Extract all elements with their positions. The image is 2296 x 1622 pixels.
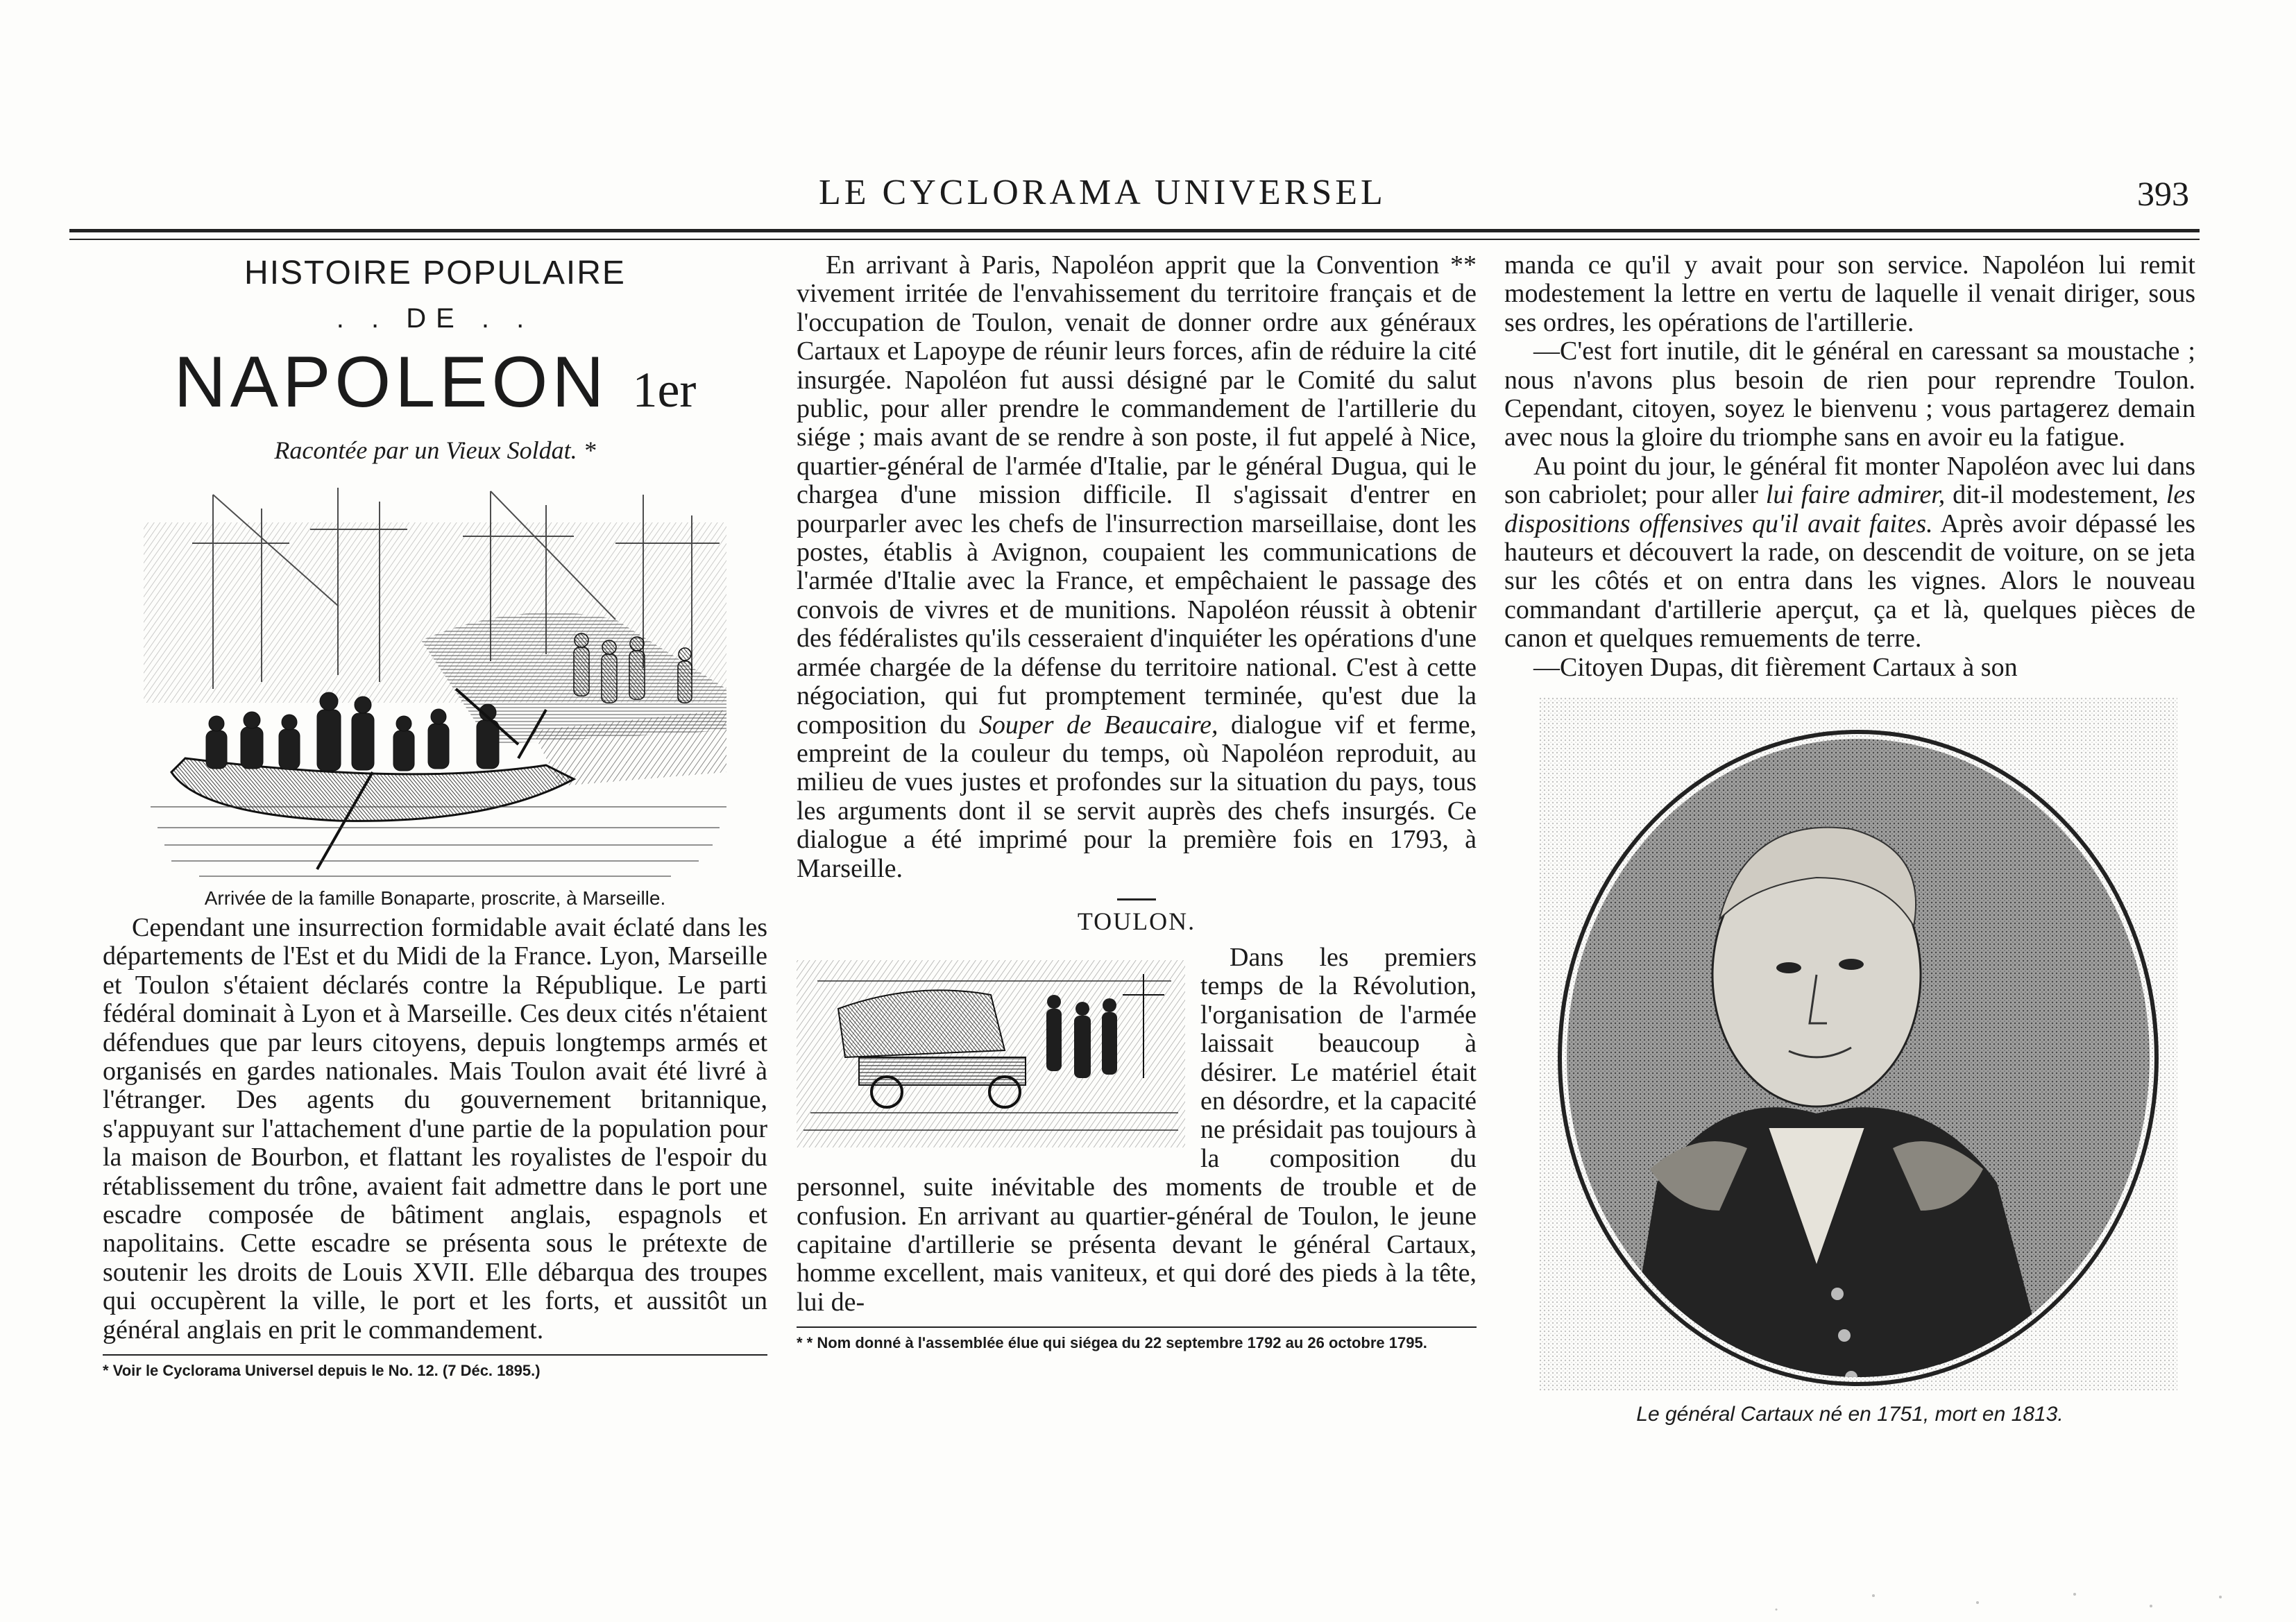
col2-footnote-rule xyxy=(797,1326,1477,1328)
col3-paragraph-2: —C'est fort inutile, dit le général en caressant sa moustache ; nous n'avons plus besoin de rien pour reprendre Toulon. Cependant, citoyen, soyez le bienvenu ; vous partagerez demain avec nous la gloire du triomphe sans en avoir eu la fatigue. xyxy=(1504,336,2195,452)
page-number: 393 xyxy=(2137,174,2189,213)
title-histoire: HISTOIRE POPULAIRE xyxy=(244,255,626,291)
col3-paragraph-4: —Citoyen Dupas, dit fièrement Cartaux à son xyxy=(1533,652,2018,682)
col2-paragraph-2: Dans les premiers temps de la Révolution, l'organisation de l'armée laissait beaucoup à désirer. Le matériel était en désordre, et la capacité ne présidait pas toujours à la composition du personnel, suite inévitable des moments de trouble et de confusion. En arrivant au quartier-général de Toulon, le jeune capitaine d'artillerie se présenta devant le général Cartaux, homme excellent, mais vaniteux, et qui doré des pieds à la tête, lui de- xyxy=(797,942,1477,1317)
col1-footnote: * Voir le Cyclorama Universel depuis le No. 12. (7 Déc. 1895.) xyxy=(103,1362,541,1380)
portrait-caption: Le général Cartaux né en 1751, mort en 1813. xyxy=(1636,1402,2064,1426)
column-3 xyxy=(1504,251,2195,1427)
title-napoleon-name: NAPOLEON xyxy=(173,342,609,422)
col2-paragraph-1-text: En arrivant à Paris, Napoléon apprit que la Convention ** vivement irritée de l'envahissement du territoire français et de l'occupation de Toulon, venait de donner ordre aux généraux Cartaux et Lapoype de réunir leurs forces, afin de réduire la cité insurgée. Napoléon fut aussi désigné par le Comité du salut public, pour aller prendre le commandement de l'artillerie du siége ; mais avant de se rendre à son poste, il fut appelé à Nice, quartier-général de l'armée d'Italie, par le général Dugua, qui le chargea d'une mission difficile. Il s'agissait d'entrer en pourparler avec les chefs de l'insurrection marseillaise, dont les postes, établis à Avignon, coupaient les communications de l'armée d'Italie avec la France, et empêchaient le passage des convois de vivres et de munitions. Napoléon réussit à obtenir des fédéralistes qu'ils cesseraient d'inquiéter les opérations d'une armée chargée de la défense du territoire national. C'est à cette négociation, qui fut promptement terminée, qu'est due la composition du xyxy=(797,250,1477,740)
col2-paragraph-1 xyxy=(797,251,1477,883)
col1-footnote-rule xyxy=(103,1354,767,1356)
col2-paragraph-1-end: dialogue vif et ferme, empreint de la couleur du temps, où Napoléon reproduit, au milieu de vues justes et profondes sur la situation du pays, tous les arguments dont il se servit auprès des chefs insurgés. Ce dialogue a été imprimé pour la première fois en 1793, à Marseille. xyxy=(797,710,1477,883)
col3-paragraph-3-start: Au point du jour, le général fit monter Napoléon avec lui dans son cabriolet; pour aller xyxy=(1504,451,2195,510)
running-title: LE CYCLORAMA UNIVERSEL xyxy=(819,173,1386,212)
col3-script-2: les dispositions offensives qu'il avait faites. xyxy=(1504,480,2196,538)
col3-script-1: lui faire admirer, xyxy=(1765,480,1946,510)
column-2 xyxy=(797,251,1477,1353)
header-rule-thick xyxy=(69,229,2200,232)
title-subtitle: Racontée par un Vieux Soldat. * xyxy=(274,436,596,464)
col3-paragraph-3-end: Après avoir dépassé les hauteurs et découvert la rade, on descendit de voiture, on se jeta sur les côtés et on entra dans les vignes. Alors le nouveau commandant d'artillerie aperçut, ça et là, quelques pièces de canon et quelques remuements de terre. xyxy=(1504,509,2195,654)
toulon-rule xyxy=(1117,898,1156,900)
cartaux-portrait-image xyxy=(1539,697,2177,1391)
col1-paragraph-1: Cependant une insurrection formidable avait éclaté dans les départements de l'Est et du Midi de la France. Lyon, Marseille et Toulon s'étaient déclarés contre la République. Le parti fédéral dominait à Lyon et à Marseille. Ces deux cités n'étaient défendues que par leurs citoyens, depuis longtemps armés et organisés en gardes nationales. Mais Toulon avait été livré à l'étranger. Des agents du gouvernement britannique, s'appuyant sur l'attachement d'une partie de la population pour la maison de Bourbon, et flattant les royalistes de l'espoir du rétablissement du trône, avaient fait admettre dans le port une escadre composée de bâtiment anglais, espagnols et napolitains. Cette escadre se présenta sous le prétexte de soutenir les droits de Louis XVII. Elle débarqua des troupes qui occupèrent la ville, le port et les forts, et aussitôt un général anglais en prit le commandement. xyxy=(103,913,767,1344)
boat-engraving-image xyxy=(130,481,740,883)
title-ordinal: 1er xyxy=(632,362,697,418)
title-de: . . DE . . xyxy=(336,303,534,334)
toulon-heading: TOULON. xyxy=(1077,907,1196,935)
title-napoleon xyxy=(103,341,767,431)
header-rule-thin xyxy=(69,239,2200,240)
page-edge-speckle xyxy=(0,1582,2296,1622)
boat-caption: Arrivée de la famille Bonaparte, proscrite, à Marseille. xyxy=(204,887,666,909)
col3-paragraph-3 xyxy=(1504,452,2195,654)
column-1 xyxy=(103,251,767,1381)
col3-paragraph-1: manda ce qu'il y avait pour son service. Napoléon lui remit modestement la lettre en vertu de laquelle il venait diriger, sous ses ordres, les opérations de l'artillerie. xyxy=(1504,250,2195,337)
artillery-engraving-image xyxy=(797,953,1185,1154)
col3-paragraph-3-mid: dit-il modestement, xyxy=(1953,480,2159,510)
col2-italic-title: Souper de Beaucaire, xyxy=(978,710,1218,740)
col2-footnote: * * Nom donné à l'assemblée élue qui siégea du 22 septembre 1792 au 26 octobre 1795. xyxy=(797,1334,1427,1352)
